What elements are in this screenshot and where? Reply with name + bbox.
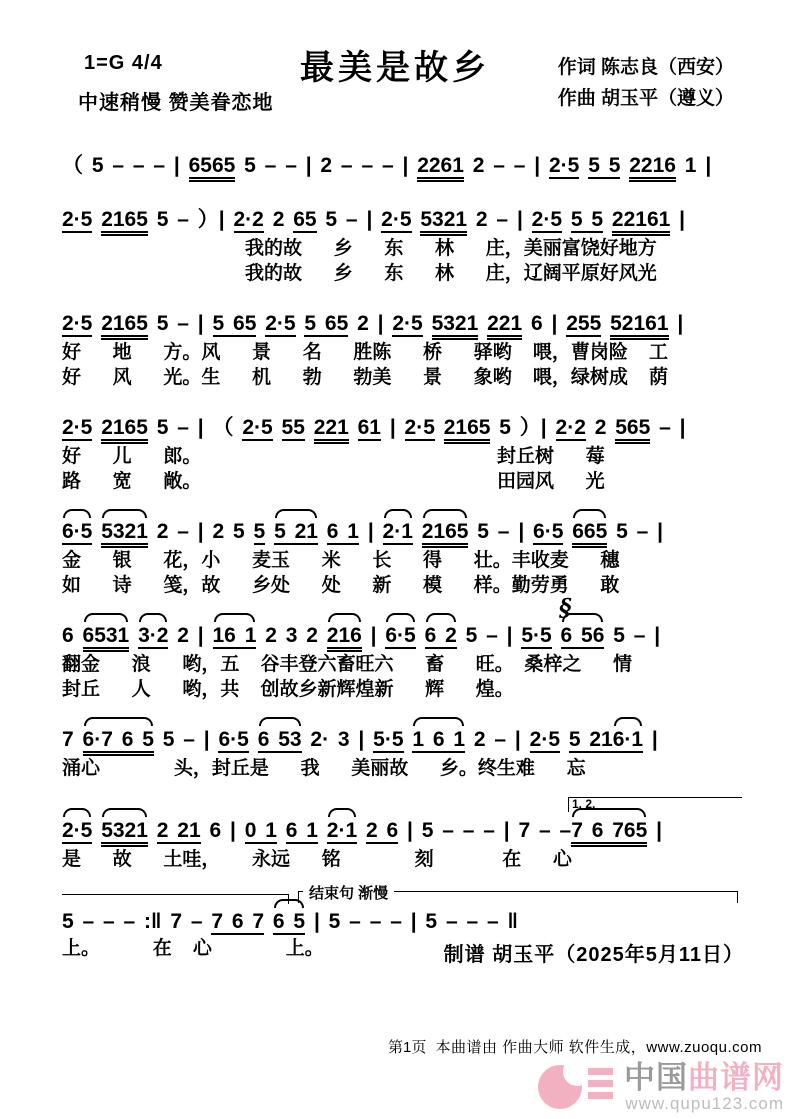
lyrics-row: 路 宽 敞。 田园风 光 [62,471,605,493]
site-url: www.qupu123.com [625,1094,784,1113]
score-line [62,192,752,286]
score-line [62,296,752,390]
composer-credit: 作曲 胡玉平（遵义） [557,88,734,109]
logo-circle-icon [538,1065,582,1109]
tempo-expression: 中速稍慢 赞美眷恋地 [78,92,274,114]
song-title: 最美是故乡 [300,49,490,87]
notation-row: 6 6531 3·2 2 | 16 1 2 3 2 216 | 6·5 6 2 5 – | 5·5 6 56 5 – | [62,622,752,652]
logo-bars-icon [588,1068,613,1099]
notation-row: 2·5 2165 5 – ）| 2·2 2 65 5 – | 2·5 5321 2 – | 2·5 5 5 22161 | [62,206,752,236]
lyrics-row: 好 地 方。风 景 名 胜陈 桥 驿哟 喂，曹岗险 工 [62,342,668,364]
lyrics-row: 金 银 花，小 麦玉 米 长 得 壮。丰收麦 穗 [62,550,620,572]
qupu123-watermark [538,1061,784,1113]
bracket-mark: 结束句 渐慢 [298,891,738,903]
lyrics-row: 好 风 光。生 机 勃 勃美 景 象哟 喂，绿树成 荫 [62,367,668,389]
lyrics-row: 封丘 人 哟，共 创故乡新辉煌新 辉 煌。 [62,679,514,701]
notation-row: 6·5 5321 2 – | 2 5 5 5 21 6 1 | 2·1 2165 5 – | 6·5 665 5 – | [62,518,752,548]
logo-text [624,1061,784,1113]
notation-row: 2·5 2165 5 – | （ 2·5 55 221 61 | 2·5 2165 5 ）| 2·2 2 565 – | [62,414,752,444]
lyrics-row: 如 诗 笺，故 乡处 处 新 模 样。勤劳勇 敢 [62,575,620,597]
score-line [62,138,752,182]
notation-row: 7 6·7 6 5 5 – | 6·5 6 53 2· 3 | 5·5 1 6 1 2 – | 2·5 5 216·1 | [62,726,752,756]
notation-row: 2·5 5321 2 21 6 | 0 1 6 1 2·1 2 6 | 5 – – – | 7 – –7 6 765 | [62,817,752,847]
notation-row: 5 – – – :‖ 7 – 7 6 7 6 5 | 5 – – – | 5 – – – ‖ [62,908,752,936]
lyrics-row: 我的故 乡 东 林 庄，美丽富饶好地方 [245,238,657,260]
key-signature: 1=G 4/4 [84,52,163,74]
site-name-pink: 曲谱网 [688,1060,784,1095]
lyricist-credit: 作词 陈志良（西安） [557,57,734,78]
lyrics-row: 是 故 土哇， 永远 铭 刻 在 心 [62,849,572,871]
lyrics-row: 翻金 浪 哟，五 谷丰登六畜旺六 畜 旺。 桑梓之 情 [62,654,633,676]
lyrics-row: 好 儿 郎。 封丘树 莓 [62,446,605,468]
score-line [62,400,752,494]
notation-row: 2·5 2165 5 – | 5 65 2·5 5 65 2 | 2·5 5321 221 6 | 255 52161 | [62,310,752,340]
volta-mark: 1. 2. [568,797,742,812]
score-line [62,712,752,781]
cont-mark [62,894,289,904]
lyrics-row: 涌心 头，封丘是 我 美丽故 乡。终生难 忘 [62,758,586,780]
engraver-credit: 制谱 胡玉平（2025年5月11日） [443,944,744,966]
lyrics-row: 我的故 乡 东 林 庄，辽阔平原好风光 [245,263,657,285]
site-name-gray: 中国 [624,1060,688,1095]
page-number: 第1页 [388,1039,427,1056]
author-credits [558,52,734,114]
score-line [62,504,752,598]
qupu123-logo-icon [538,1062,616,1112]
lyrics-row: 上。 在 心 上。 [62,938,324,960]
generator-note: 本曲谱由 作曲大师 软件生成，www.zuoqu.com [435,1039,762,1056]
score-line [62,593,752,702]
site-name [624,1061,784,1094]
score-line [62,797,752,872]
segno-icon: § [559,593,572,623]
score-body [62,138,752,971]
notation-row: （ 5 – – – | 6565 5 – – | 2 – – – | 2261 2 – – | 2·5 5 5 2216 1 | [62,152,752,182]
